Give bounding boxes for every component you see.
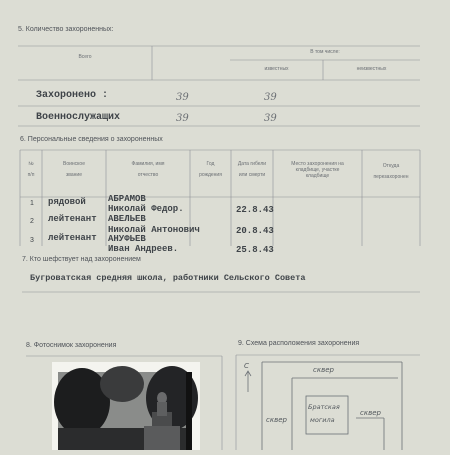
memorial-photo	[52, 362, 200, 450]
section9-title: 9. Схема расположения захоронения	[238, 340, 360, 347]
section5-title: 5. Количество захороненных:	[18, 26, 114, 33]
row2-rank: лейтенант	[48, 214, 97, 224]
row1-num: 1	[30, 200, 34, 207]
header-from: Откуда перезахоронен	[373, 163, 409, 180]
scheme-label-left: сквер	[266, 416, 287, 424]
section8-title: 8. Фотоснимок захоронения	[26, 342, 117, 349]
row-buried-label: Захоронено :	[36, 90, 109, 101]
row2-surname: АВЕЛЬЕВ	[108, 214, 146, 224]
row2-date: 20.8.43	[236, 226, 274, 236]
header-name: Фамилия, имя отчество	[131, 161, 165, 178]
row-buried-total: 39	[176, 92, 189, 103]
patron-value: Бугроватская средняя школа, работники Сельского Совета	[30, 273, 306, 283]
row-military-label: Военнослужащих	[36, 112, 121, 123]
row1-date: 22.8.43	[236, 205, 274, 215]
row3-surname: АНУФЬЕВ	[108, 234, 146, 244]
row3-given: Иван Андреев.	[108, 244, 179, 254]
header-total: Всего	[78, 54, 92, 60]
row3-date: 25.8.43	[236, 245, 274, 255]
row2-given: Николай Антонович	[108, 225, 200, 235]
scheme-label-right: сквер	[360, 409, 381, 417]
row1-given: Николай Федор.	[108, 204, 184, 214]
row1-rank: рядовой	[48, 197, 86, 207]
grave-label-line2: могила	[310, 416, 335, 424]
grave-label-line1: Братская	[308, 403, 340, 411]
header-rank: Воинское звание	[63, 161, 85, 178]
row3-num: 3	[30, 237, 34, 244]
row3-rank: лейтенант	[48, 233, 97, 243]
header-birth: Год рождения	[199, 161, 222, 178]
header-num: № п/п	[27, 161, 35, 178]
compass-north: С	[244, 362, 249, 370]
row2-num: 2	[30, 218, 34, 225]
row-military-known: 39	[264, 113, 277, 124]
section7-title: 7. Кто шефствует над захоронением	[22, 256, 141, 263]
section6-title: 6. Персональные сведения о захороненных	[20, 136, 163, 143]
header-death: Дата гибели или смерти	[237, 161, 267, 178]
row-buried-known: 39	[264, 92, 277, 103]
scheme-label-top: сквер	[313, 366, 334, 374]
header-place: Место захоронения на кладбище, участке кладбище	[291, 161, 344, 179]
row-military-total: 39	[176, 113, 189, 124]
header-including: В том числе:	[310, 49, 340, 55]
header-unknown: неизвестных	[356, 66, 387, 72]
header-known: известных	[264, 66, 289, 72]
photo-mount	[52, 362, 200, 450]
row1-surname: АБРАМОВ	[108, 194, 146, 204]
